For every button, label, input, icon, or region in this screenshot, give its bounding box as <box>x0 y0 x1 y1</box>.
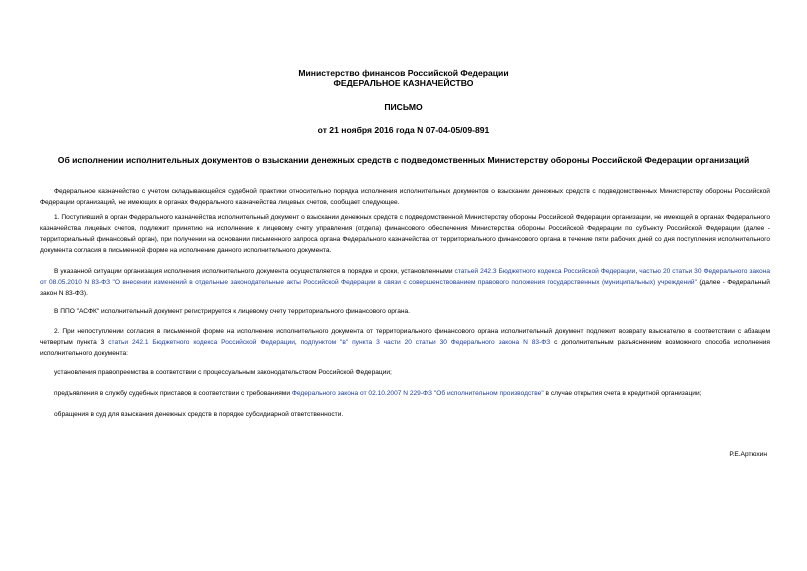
paragraph-7: обращения в суд для взыскания денежных средств в порядке субсидиарной ответственности. <box>54 411 344 418</box>
document-type: ПИСЬМО <box>384 102 423 112</box>
paragraph-4: 2. При непоступлении согласия в письменной форме на исполнение исполнительного документа от территориального финансового органа исполнительный документ подлежит возврату взыскателю в соответствии с абзацем четвертым пункта 3 статьи 242.1 Бюджетного кодекса Российской Федерации, подпунктом "в" пункта 3 части 20 статьи 30 Федерального закона N 83-ФЗ с дополнительным разъяснением возможного способа исполнения исполнительного документа: <box>40 328 770 357</box>
link-83fz-subparagraph[interactable]: подпунктом "в" пункта 3 части 20 статьи 30 Федерального закона N 83-ФЗ <box>300 339 551 346</box>
treasury-name: ФЕДЕРАЛЬНОЕ КАЗНАЧЕЙСТВО <box>333 78 474 88</box>
ministry-name: Министерство финансов Российской Федерации <box>298 68 509 78</box>
document-subject: Об исполнении исполнительных документов о взыскании денежных средств с подведомственных Министерству обороны Российской Федерации организаций <box>57 155 750 165</box>
link-budget-code-242-3[interactable]: статьей 242.3 Бюджетного кодекса Российской Федерации <box>454 268 636 275</box>
paragraph-5: установления правопреемства в соответствии с процессуальным законодательством Российской Федерации; <box>54 369 392 376</box>
letterhead <box>0 68 807 88</box>
document-date: от 21 ноября 2016 года N 07-04-05/09-891 <box>317 125 490 135</box>
signature: Р.Е.Артюхин <box>729 451 767 458</box>
paragraph-3: В ППО "АСФК" исполнительный документ регистрируется к лицевому счету территориального финансового органа. <box>54 308 410 315</box>
link-budget-code-242-1[interactable]: статьи 242.1 Бюджетного кодекса Российской Федерации <box>108 339 295 346</box>
link-federal-law-83fz[interactable]: частью 20 статьи 30 Федерального закона от 08.05.2010 N 83-ФЗ "О внесении изменений в отдельные законодательные акты Российской Федерации в связи с совершенствованием правового положения государственных (муниципальных) учреждений" <box>40 268 771 286</box>
paragraph-6: предъявления в службу судебных приставов в соответствии с требованиями Федерального закона от 02.10.2007 N 229-ФЗ "Об исполнительном производстве" в случае открытия счета в кредитной организации; <box>54 390 702 397</box>
paragraph-2: В указанной ситуации организация исполнения исполнительного документа осуществляется в порядке и сроки, установленными статьей 242.3 Бюджетного кодекса Российской Федерации, частью 20 статьи 30 Федерального закона от 08.05.2010 N 83-ФЗ "О внесении изменений в отдельные законодательные акты Российской Федерации в связи с совершенствованием правового положения государственных (муниципальных) учреждений" (далее - Федеральный закон N 83-ФЗ). <box>40 268 771 297</box>
link-federal-law-229fz[interactable]: Федерального закона от 02.10.2007 N 229-ФЗ "Об исполнительном производстве" <box>291 390 544 397</box>
paragraph-intro: Федеральное казначейство с учетом складывающейся судебной практики относительно порядка исполнения исполнительных документов о взыскании денежных средств с подведомственных Министерству обороны Российской Федерации организаций, не имеющих в органах Федерального казначейства лицевых счетов, сообщает следующее. <box>40 188 770 206</box>
paragraph-1: 1. Поступивший в орган Федерального казначейства исполнительный документ о взыскании денежных средств с подведомственной Министерству обороны Российской Федерации организации, не имеющей в органах Федерального казначейства лицевых счетов, подлежит принятию на исполнение к лицевому счету управления (отдела) финансового обеспечения Министерства обороны Российской Федерации по субъекту Российской Федерации (далее - территориальный финансовый орган), при получении на основании письменного запроса органа Федерального казначейства от территориального финансового органа в течение пяти рабочих дней со дня поступления исполнительного документа согласия в письменной форме на исполнение данного исполнительного документа. <box>40 214 770 254</box>
